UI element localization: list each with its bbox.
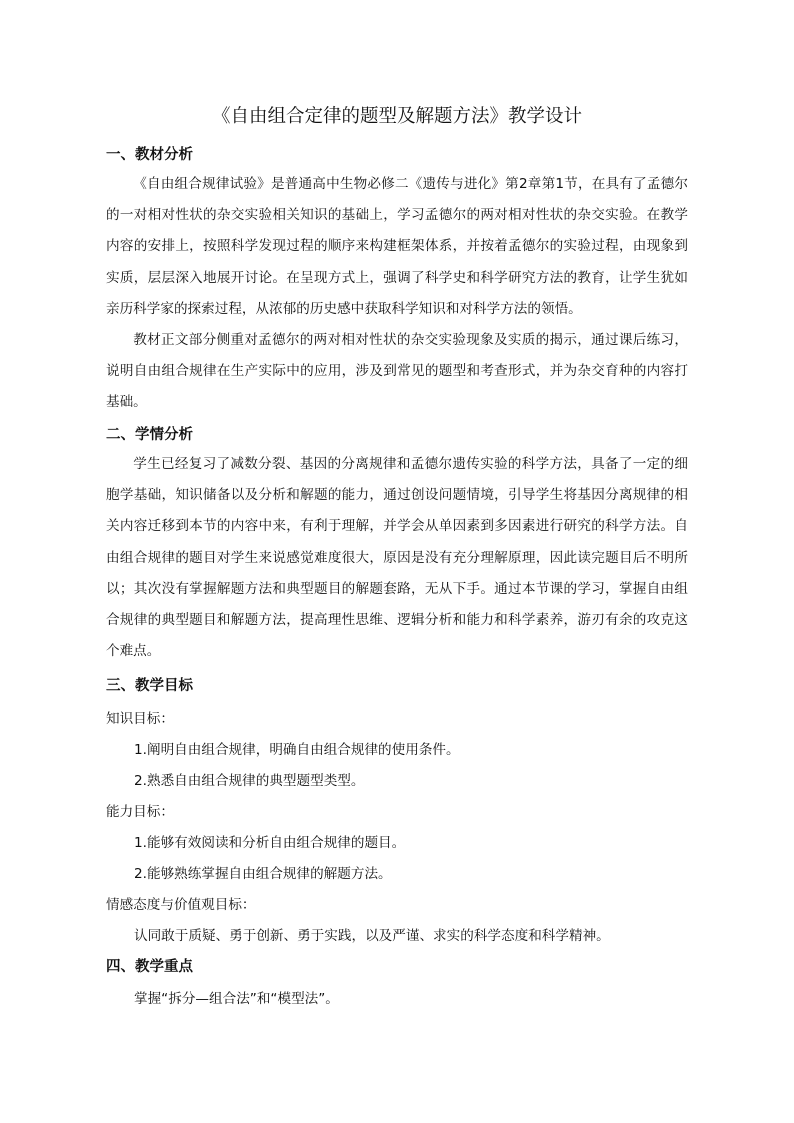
emotion-goal-item: 认同敢于质疑、勇于创新、勇于实践，以及严谨、求实的科学态度和科学精神。 <box>134 928 610 944</box>
paragraph-textbook-analysis-1: 《自由组合规律试验》是普通高中生物必修二《遗传与进化》第2章第1节，在具有了孟德尔的一对相对性状的杂交实验相关知识的基础上，学习孟德尔的两对相对性状的杂交实验。在教学内容的安排上，按照科学发现过程的顺序来构建框架体系，并按着孟德尔的实验过程，由现象到实质，层层深入地展开讨论。在呈现方式上，强调了科学史和科学研究方法的教育，让学生犹如亲历科学家的探索过程，从浓郁的历史感中获取科学知识和对科学方法的领悟。 <box>106 176 688 317</box>
section-heading-textbook-analysis: 一、教材分析 <box>106 147 193 163</box>
paragraph-student-analysis: 学生已经复习了减数分裂、基因的分离规律和孟德尔遗传实验的科学方法，具备了一定的细胞学基础，知识储备以及分析和解题的能力，通过创设问题情境，引导学生将基因分离规律的相关内容迁移到本节的内容中来，有利于理解，并学会从单因素到多因素进行研究的科学方法。自由组合规律的题目对学生来说感觉难度很大，原因是没有充分理解原理，因此读完题目后不明所以；其次没有掌握解题方法和典型题目的解题套路，无从下手。通过本节课的学习，掌握自由组合规律的典型题目和解题方法，提高理性思维、逻辑分析和能力和科学素养，游刃有余的攻克这个难点。 <box>106 456 688 660</box>
knowledge-goal-item: 2.熟悉自由组合规律的典型题型类型。 <box>134 773 365 789</box>
section-heading-student-analysis: 二、学情分析 <box>106 427 193 443</box>
paragraph-teaching-focus: 掌握“拆分—组合法”和“模型法”。 <box>134 991 339 1007</box>
emotion-goals-label: 情感态度与价值观目标： <box>106 897 256 913</box>
section-heading-teaching-focus: 四、教学重点 <box>106 959 193 975</box>
ability-goal-item: 1.能够有效阅读和分析自由组合规律的题目。 <box>134 835 406 851</box>
knowledge-goals-label: 知识目标： <box>106 711 174 727</box>
ability-goal-item: 2.能够熟练掌握自由组合规律的解题方法。 <box>134 866 392 882</box>
knowledge-goal-item: 1.阐明自由组合规律，明确自由组合规律的使用条件。 <box>134 742 460 758</box>
section-heading-teaching-goals: 三、教学目标 <box>106 678 193 694</box>
document-title: 《自由组合定律的题型及解题方法》教学设计 <box>211 106 582 127</box>
paragraph-textbook-analysis-2: 教材正文部分侧重对孟德尔的两对相对性状的杂交实验现象及实质的揭示，通过课后练习，说明自由组合规律在生产实际中的应用，涉及到常见的题型和考查形式，并为杂交育种的内容打基础。 <box>106 332 688 411</box>
ability-goals-label: 能力目标： <box>106 804 174 820</box>
